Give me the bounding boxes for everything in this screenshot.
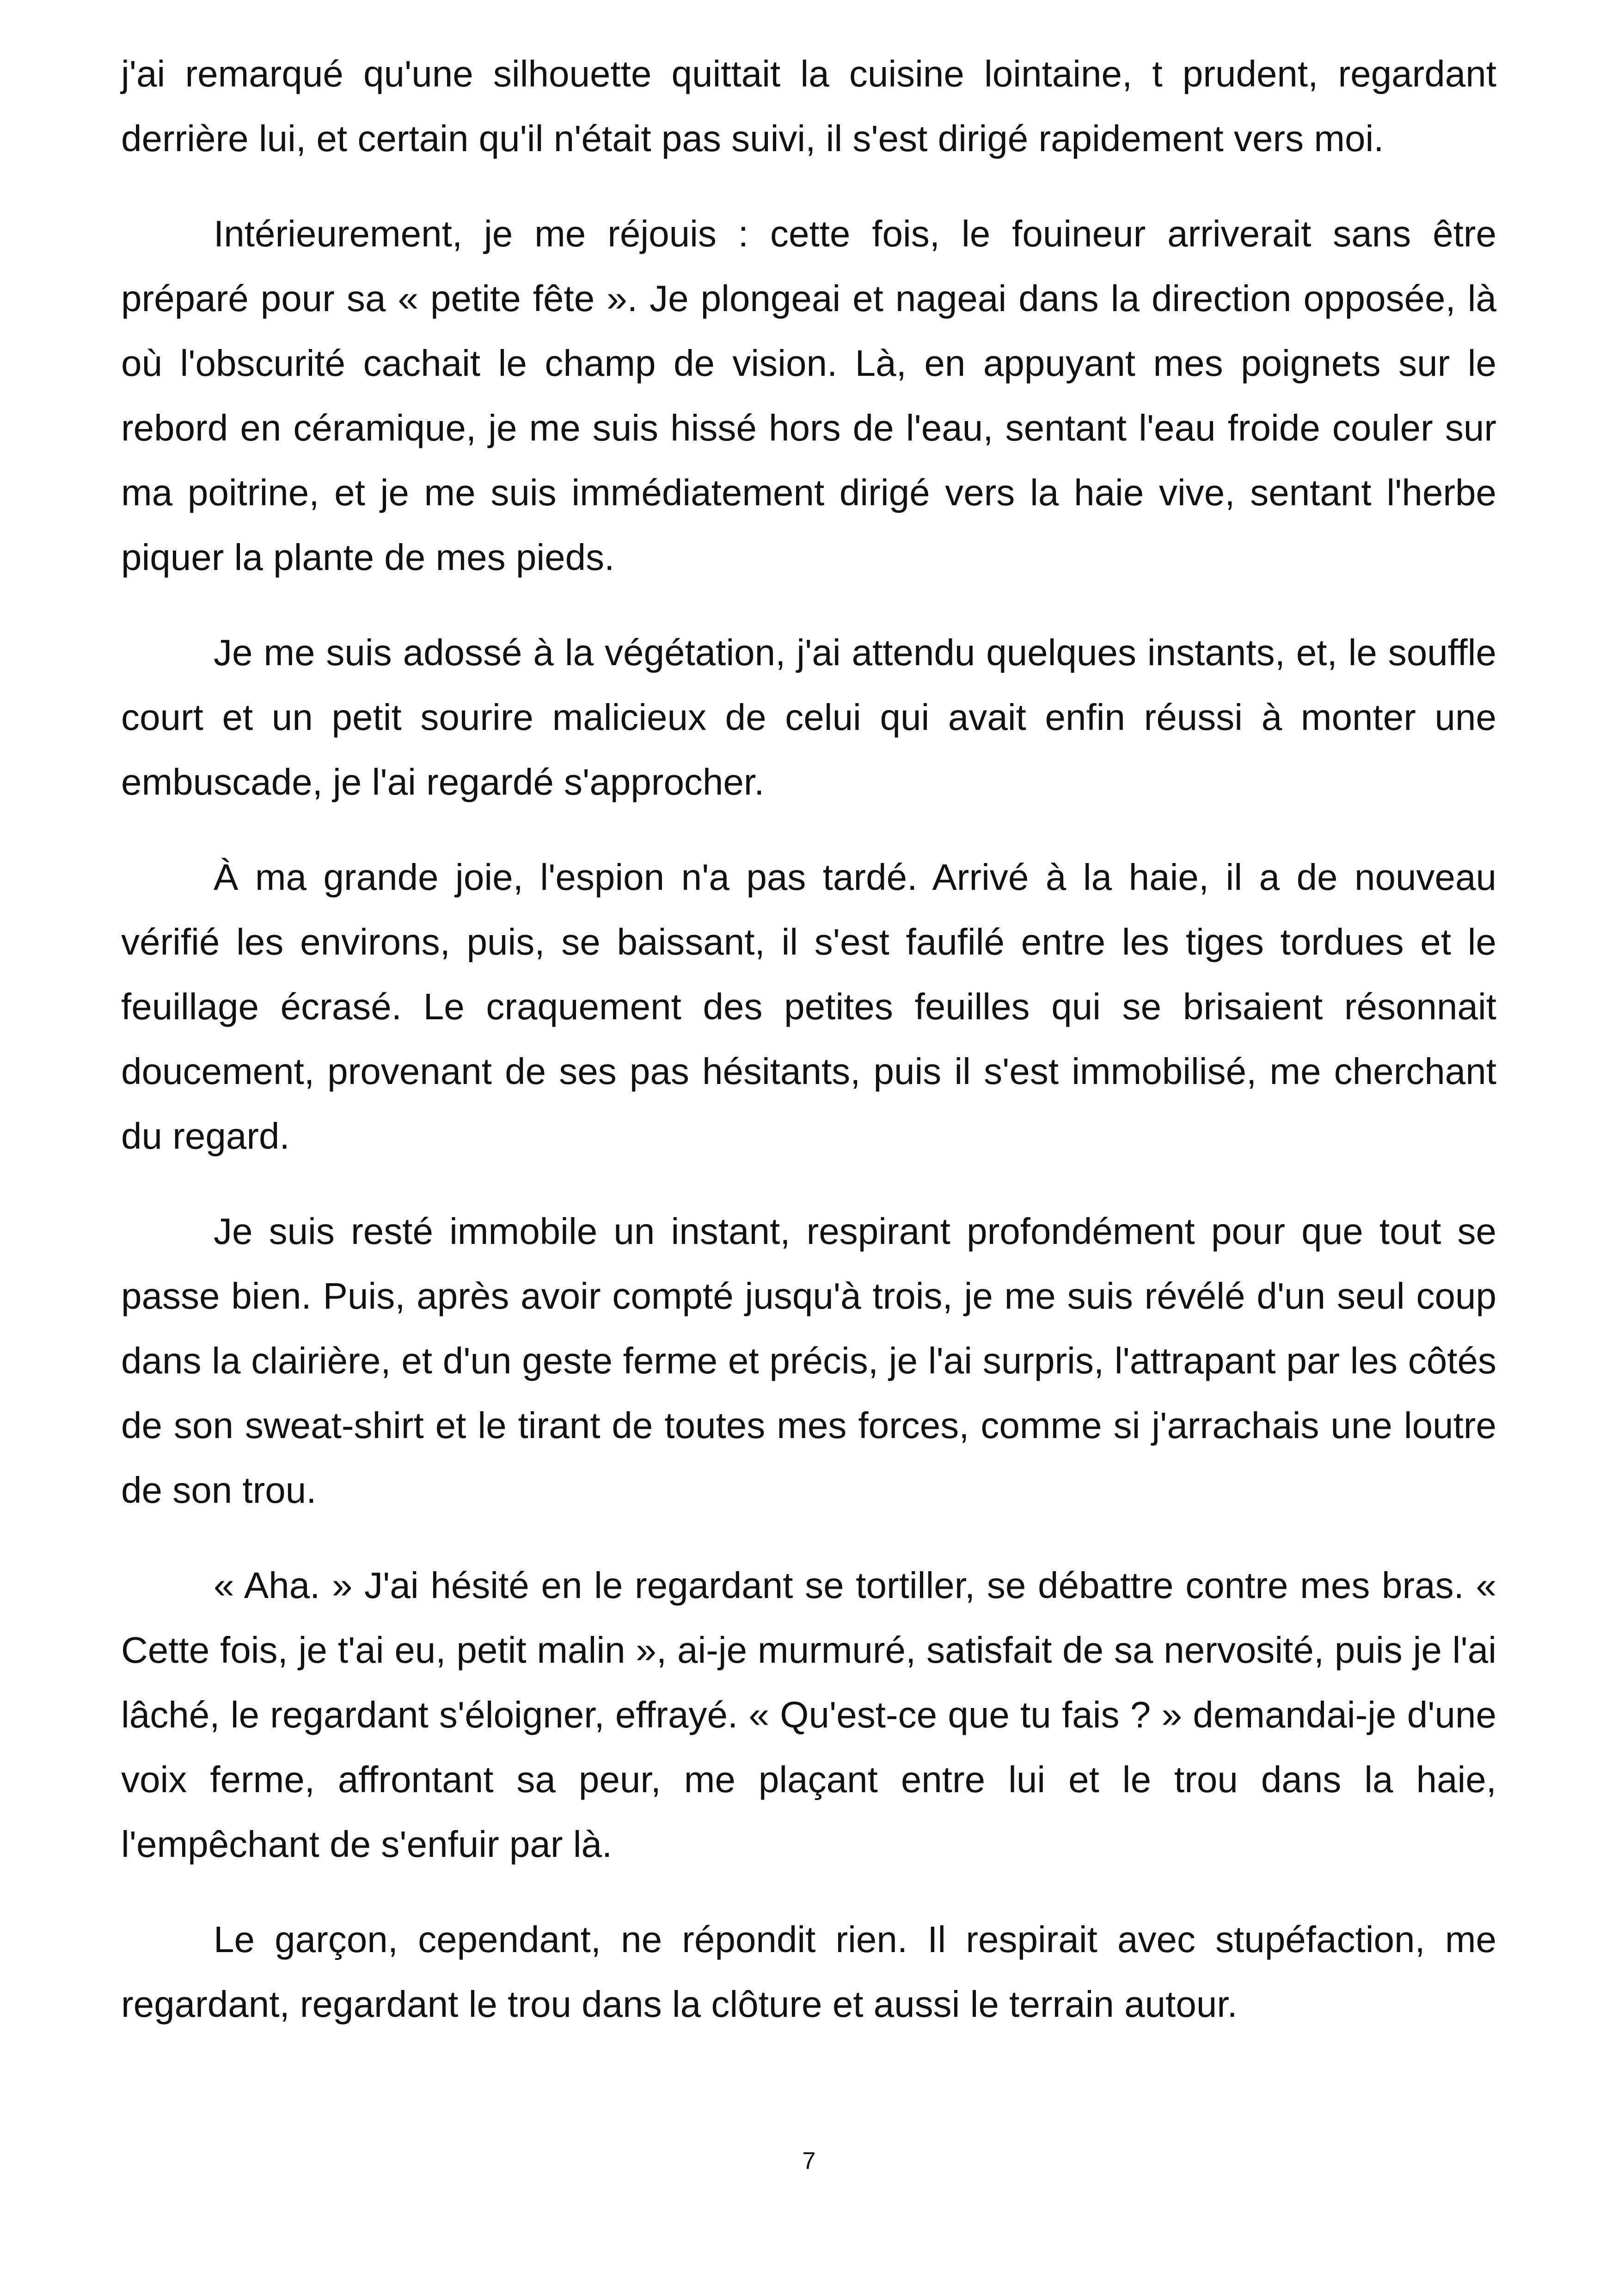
paragraph-5: Je suis resté immobile un instant, respirant profondément pour que tout se passe bien. Puis, après avoir compté jusqu'à trois, je me suis révélé d'un seul coup dans la clairière, et d'un geste ferme et précis, je l'ai surpris, l'attrapant par les côtés de son sweat-shirt et le tirant de toutes mes forces, comme si j'arrachais une loutre de son trou. [121,1211,1496,1511]
paragraph-2: Intérieurement, je me réjouis : cette fois, le fouineur arriverait sans être préparé pour sa « petite fête ». Je plongeai et nageai dans la direction opposée, là où l'obscurité cachait le champ de vision. Là, en appuyant mes poignets sur le rebord en céramique, je me suis hissé hors de l'eau, sentant l'eau froide couler sur ma poitrine, et je me suis immédiatement dirigé vers la haie vive, sentant l'herbe piquer la plante de mes pieds. [121,213,1496,578]
paragraph-3: Je me suis adossé à la végétation, j'ai attendu quelques instants, et, le souffle court et un petit sourire malicieux de celui qui avait enfin réussi à monter une embuscade, je l'ai regardé s'approcher. [121,632,1496,802]
paragraph-4: À ma grande joie, l'espion n'a pas tardé. Arrivé à la haie, il a de nouveau vérifié les environs, puis, se baissant, il s'est faufilé entre les tiges tordues et le feuillage écrasé. Le craquement des petites feuilles qui se brisaient résonnait doucement, provenant de ses pas hésitants, puis il s'est immobilisé, me cherchant du regard. [121,857,1496,1157]
body-text [121,42,1496,2067]
page-number: 7 [802,2148,816,2174]
paragraph-7: Le garçon, cependant, ne répondit rien. Il respirait avec stupéfaction, me regardant, regardant le trou dans la clôture et aussi le terrain autour. [121,1919,1496,2025]
paragraph-1: j'ai remarqué qu'une silhouette quittait la cuisine lointaine, t prudent, regardant derrière lui, et certain qu'il n'était pas suivi, il s'est dirigé rapidement vers moi. [121,53,1496,159]
paragraph-6: « Aha. » J'ai hésité en le regardant se tortiller, se débattre contre mes bras. « Cette fois, je t'ai eu, petit malin », ai-je murmuré, satisfait de sa nervosité, puis je l'ai lâché, le regardant s'éloigner, effrayé. « Qu'est-ce que tu fais ? » demandai-je d'une voix ferme, affrontant sa peur, me plaçant entre lui et le trou dans la haie, l'empêchant de s'enfuir par là. [121,1565,1496,1865]
